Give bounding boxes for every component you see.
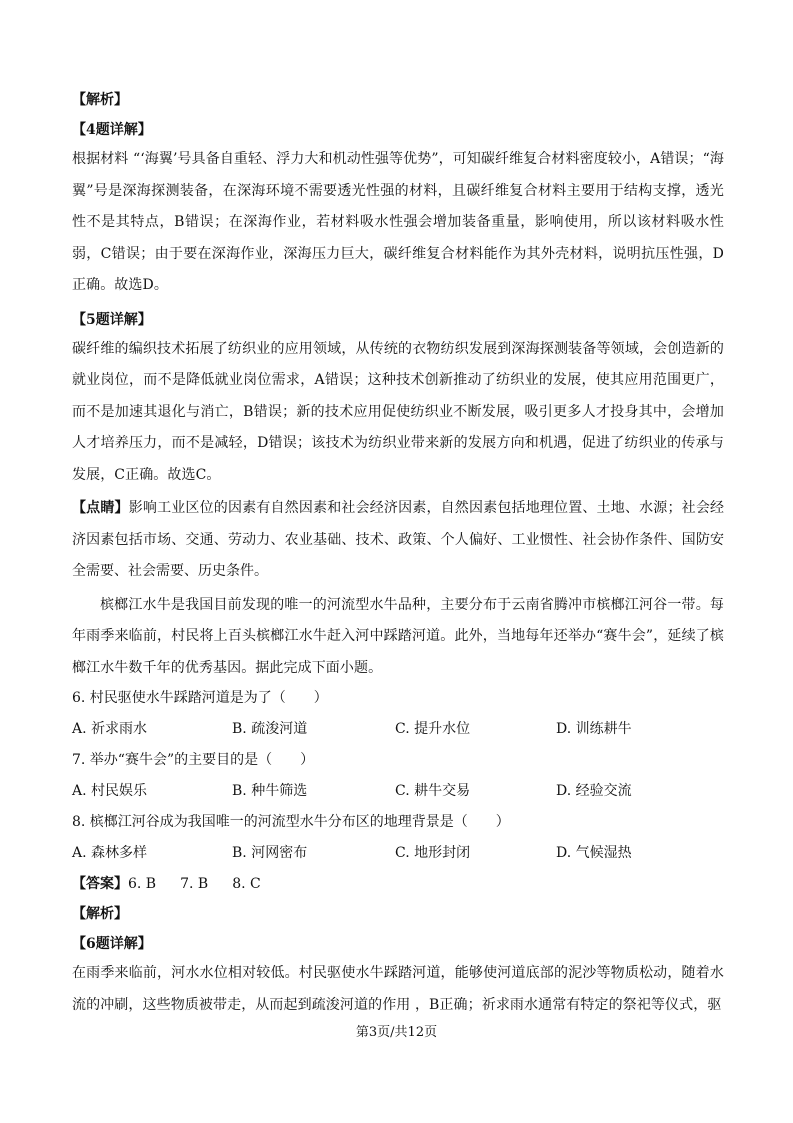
option-d: D. 气候湿热 xyxy=(556,845,632,861)
question-8 xyxy=(72,812,724,863)
q5-detail-text: 碳纤维的编织技术拓展了纺织业的应用领域，从传统的衣物纺织发展到深海探测装备等领域，会创造新的就业岗位，而不是降低就业岗位需求，A错误；这种技术创新推动了纺织业的发展，使其应用范围更广，而不是加速其退化与消亡，B错误；新的技术应用促使纺织业不断发展，吸引更多人才投身其中，会增加人才培养压力，而不是减轻，D错误；该技术为纺织业带来新的发展方向和机遇，促进了纺织业的传承与发展，C正确。故选C。 xyxy=(72,340,724,483)
option-d: D. 经验交流 xyxy=(556,783,632,799)
q6-detail-text: 在雨季来临前，河水水位相对较低。村民驱使水牛踩踏河道，能够使河道底部的泥沙等物质松动，随着水流的冲刷，这些物质被带走，从而起到疏浚河道的作用 ，B正确；祈求雨水通常有特定的祭祀等仪式，驱 xyxy=(72,965,724,1013)
answer-6: 6. B xyxy=(128,876,157,892)
question-passage: 槟榔江水牛是我国目前发现的唯一的河流型水牛品种，主要分布于云南省腾冲市槟榔江河谷一带。每年雨季来临前，村民将上百头槟榔江水牛赶入河中踩踏河道。此外，当地每年还举办“赛牛会”，延续了槟榔江水牛数千年的优秀基因。据此完成下面小题。 xyxy=(72,596,724,676)
answer-label: 【答案】 xyxy=(72,876,128,892)
q6-detail-heading: 【6题详解】 xyxy=(72,936,152,952)
answer-7: 7. B xyxy=(180,876,209,892)
question-stem: 6. 村民驱使水牛踩踏河道是为了（ ） xyxy=(72,690,328,706)
option-c: C. 地形封闭 xyxy=(395,845,471,861)
option-a: A. 祈求雨水 xyxy=(72,721,148,737)
answer-8: 8. C xyxy=(232,876,261,892)
option-c: C. 耕牛交易 xyxy=(395,783,471,799)
question-7 xyxy=(72,750,724,801)
options-row xyxy=(72,781,724,801)
q4-detail-text: 根据材料 “‘海翼’号具备自重轻、浮力大和机动性强等优势”，可知碳纤维复合材料密度较小，A错误；“海翼”号是深海探测装备，在深海环境不需要透光性强的材料，且碳纤维复合材料主要用于结构支撑，透光性不是其特点，B错误；在深海作业，若材料吸水性强会增加装备重量，影响使用，所以该材料吸水性弱，C错误；由于要在深海作业，深海压力巨大，碳纤维复合材料能作为其外壳材料，说明抗压性强，D正确。故选D。 xyxy=(72,151,724,293)
key-point-label: 【点睛】 xyxy=(72,500,129,516)
key-point-paragraph xyxy=(72,493,724,588)
page-content xyxy=(72,90,724,1021)
analysis-heading-2: 【解析】 xyxy=(72,906,128,922)
options-row xyxy=(72,719,724,739)
option-b: B. 疏浚河道 xyxy=(232,721,308,737)
analysis-heading: 【解析】 xyxy=(72,92,128,108)
q5-detail-heading: 【5题详解】 xyxy=(72,311,152,328)
option-a: A. 村民娱乐 xyxy=(72,783,148,799)
question-6 xyxy=(72,688,724,739)
option-c: C. 提升水位 xyxy=(395,721,471,737)
key-point-text: 影响工业区位的因素有自然因素和社会经济因素，自然因素包括地理位置、土地、水源；社会经济因素包括市场、交通、劳动力、农业基础、技术、政策、个人偏好、工业惯性、社会协作条件、国防安全需要、社会需要、历史条件。 xyxy=(72,500,725,579)
option-b: B. 种牛筛选 xyxy=(232,783,308,799)
option-d: D. 训练耕牛 xyxy=(556,721,632,737)
options-row xyxy=(72,843,724,863)
question-stem: 8. 槟榔江河谷成为我国唯一的河流型水牛分布区的地理背景是（ ） xyxy=(72,814,510,830)
option-a: A. 森林多样 xyxy=(72,845,148,861)
option-b: B. 河网密布 xyxy=(232,845,308,861)
answer-line xyxy=(72,874,724,894)
question-stem: 7. 举办“赛牛会”的主要目的是（ ） xyxy=(72,752,315,768)
q4-detail-heading: 【4题详解】 xyxy=(72,122,152,138)
page-number: 第3页/共12页 xyxy=(355,1025,438,1040)
